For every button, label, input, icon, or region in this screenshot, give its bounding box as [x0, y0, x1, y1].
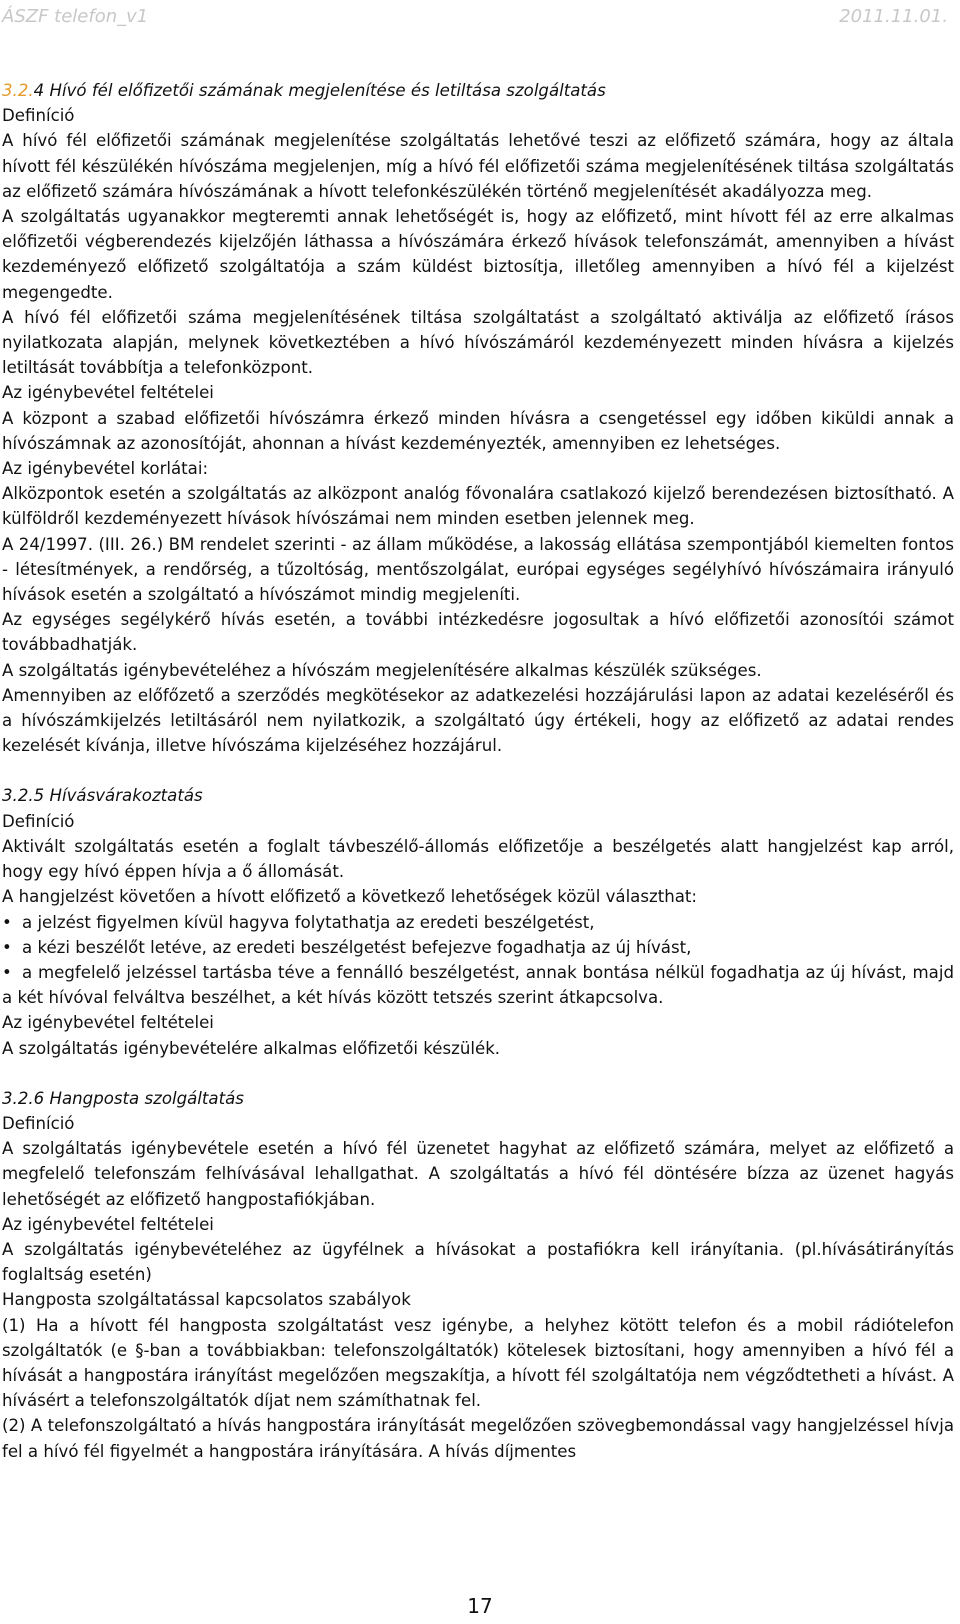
paragraph: (2) A telefonszolgáltató a hívás hangpostára irányítását megelőzően szövegbemondással vagy hangjelzéssel hívja fel a hívó fél figyelmét a hangpostára irányítására. A hívás díjmentes [2, 1416, 954, 1461]
header-date: 2011.11.01. [839, 6, 948, 27]
bullet-icon: • [2, 912, 12, 932]
paragraph: A szolgáltatás igénybevétele esetén a hívó fél üzenetet hagyhat az előfizető számára, melyet az előfizető a megfelelő telefonszám felhívásával lehallgathat. A szolgáltatás a hívó fél döntésére bízza az üzenet hagyás lehetőségét az előfizető hangpostafiókjában. [2, 1139, 954, 1209]
paragraph: A hívó fél előfizetői számának megjelenítése szolgáltatás lehetővé teszi az előfizető számára, hogy az általa hívott fél készülékén hívószáma megjelenjen, míg a hívó fél előfizetői száma megjelenítésének tiltása szolgáltatás az előfizető számára hívószámának a hívott telefonkészülékén történő megjelenítését akadályozza meg. [2, 131, 954, 201]
section-heading-text: 4 Hívó fél előfizetői számának megjelenítése és letiltása szolgáltatás [33, 81, 606, 100]
header-title: ÁSZF telefon_v1 [2, 6, 149, 27]
list-item [2, 935, 954, 960]
subheading-limitations: Az igénybevétel korlátai: [2, 459, 209, 479]
paragraph: Amennyiben az előfőzető a szerződés megkötésekor az adatkezelési hozzájárulási lapon az adatai kezeléséről és a hívószámkijelzés letiltásáról nem nyilatkozik, a szolgáltató úgy értékeli, hogy az előfizető az adatai rendes kezelését kívánja, illetve hívószáma kijelzéséhez hozzájárul. [2, 685, 954, 756]
subheading-conditions: Az igénybevétel feltételei [2, 1013, 214, 1033]
paragraph: A 24/1997. (III. 26.) BM rendelet szerinti - az állam működése, a lakosság ellátása szempontjából kiemelten fontos - létesítmények, a rendőrség, a tűzoltóság, mentőszolgálat, európai egységes segélyhívó hívószámaira irányuló hívások esetén a szolgáltató a hívószámot mindig megjeleníti. [2, 534, 954, 605]
paragraph: A szolgáltatás igénybevételére alkalmas előfizetői készülék. [2, 1038, 501, 1058]
section-heading-3-2-4 [2, 78, 954, 103]
paragraph: A szolgáltatás igénybevételéhez a hívószám megjelenítésére alkalmas készülék szükséges. [2, 660, 762, 680]
subheading-conditions: Az igénybevétel feltételei [2, 1214, 214, 1234]
paragraph: A hangjelzést követően a hívott előfizető a következő lehetőségek közül választhat: [2, 887, 697, 907]
section-heading-3-2-5: 3.2.5 Hívásvárakoztatás [2, 786, 203, 806]
list-item-text: a megfelelő jelzéssel tartásba téve a fennálló beszélgetést, annak bontása nélkül fogadhatja az új hívást, majd a két hívóval felváltva beszélhet, a két hívás között tetszés szerint átkapcsolva. [2, 962, 954, 1008]
document-body [2, 78, 954, 1464]
paragraph: A hívó fél előfizetői száma megjelenítésének tiltása szolgáltatást a szolgáltató aktiválja az előfizető írásos nyilatkozata alapján, melynek következtében a hívó hívószámáról kezdeményezett minden hívásra a kijelzés letiltását továbbítja a telefonközpont. [2, 307, 954, 378]
subheading-rules: Hangposta szolgáltatással kapcsolatos szabályok [2, 1290, 411, 1310]
subheading-conditions: Az igénybevétel feltételei [2, 383, 214, 403]
paragraph: Alközpontok esetén a szolgáltatás az alközpont analóg fővonalára csatlakozó kijelző berendezésen biztosítható. A külföldről kezdeményezett hívások hívószámai nem minden esetben jelennek meg. [2, 484, 954, 529]
paragraph: (1) Ha a hívott fél hangposta szolgáltatást vesz igénybe, a helyhez kötött telefon és a mobil rádiótelefon szolgáltatók (e §-ban a továbbiakban: telefonszolgáltatók) kötelesek biztosítani, hogy amennyiben a hívó fél a hívását a hangpostára irányítást megelőzően megszakítja, a hívott fél szolgáltatója nem végződtetheti a hívást. A hívásért a telefonszolgáltatók díjat nem számíthatnak fel. [2, 1315, 954, 1411]
paragraph: A szolgáltatás igénybevételéhez az ügyfélnek a hívásokat a postafiókra kell irányítania. (pl.hívásátirányítás foglaltság esetén) [2, 1239, 954, 1285]
list-item [2, 910, 954, 935]
list-item [2, 960, 954, 1010]
section-heading-3-2-6: 3.2.6 Hangposta szolgáltatás [2, 1088, 244, 1108]
subheading-definition: Definíció [2, 1113, 75, 1133]
list-item-text: a jelzést figyelmen kívül hagyva folytathatja az eredeti beszélgetést, [22, 912, 595, 932]
section-heading-number: 3.2. [2, 81, 34, 100]
subheading-definition: Definíció [2, 106, 75, 126]
paragraph: Az egységes segélykérő hívás esetén, a további intézkedésre jogosultak a hívó előfizetői azonosítói számot továbbadhatják. [2, 610, 954, 655]
paragraph: Aktivált szolgáltatás esetén a foglalt távbeszélő-állomás előfizetője a beszélgetés alatt hangjelzést kap arról, hogy egy hívó éppen hívja a ő állomását. [2, 836, 954, 882]
page-number: 17 [467, 1594, 493, 1618]
list-item-text: a kézi beszélőt letéve, az eredeti beszélgetést befejezve fogadhatja az új hívást, [22, 937, 692, 957]
subheading-definition: Definíció [2, 811, 75, 831]
paragraph: A központ a szabad előfizetői hívószámra érkező minden hívásra a csengetéssel egy időben kiküldi annak a hívószámnak az azonosítóját, ahonnan a hívást kezdeményezték, amennyiben ez lehetséges. [2, 408, 954, 453]
paragraph: A szolgáltatás ugyanakkor megteremti annak lehetőségét is, hogy az előfizető, mint hívott fél az erre alkalmas előfizetői végberendezés kijelzőjén láthassa a hívószámára érkező hívások telefonszámát, amennyiben a hívást kezdeményező előfizető szolgáltatója a szám küldést biztosítja, illetőleg amennyiben a hívó fél a kijelzést megengedte. [2, 207, 954, 302]
page-header [2, 6, 948, 34]
bullet-icon: • [2, 962, 12, 982]
bullet-icon: • [2, 937, 12, 957]
